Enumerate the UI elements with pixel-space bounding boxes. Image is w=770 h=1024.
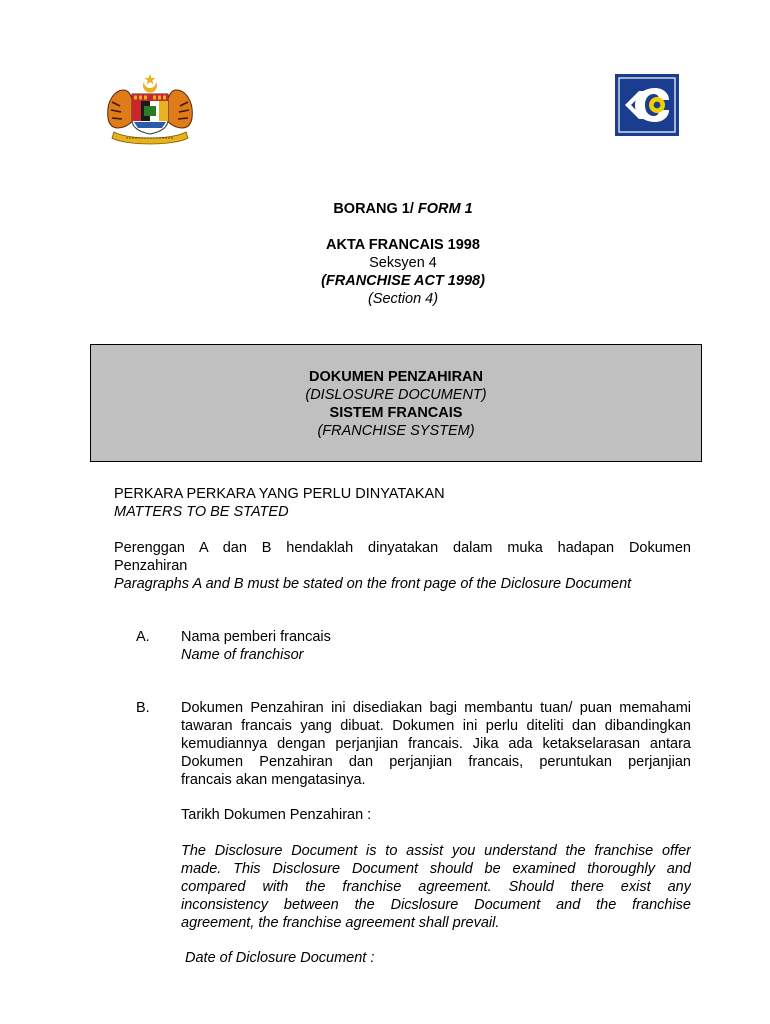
- paragraph-line-en: made. This Disclosure Document should be examined thoroughly and: [181, 861, 691, 877]
- franchisor-name-label: Nama pemberi francais: [181, 629, 331, 645]
- intro-en: Paragraphs A and B must be stated on the front page of the Diclosure Document: [114, 576, 632, 592]
- commission-logo-emblem: [615, 74, 679, 136]
- act-title: AKTA FRANCAIS 1998: [326, 237, 480, 253]
- intro-line-1: Perenggan A dan B hendaklah dinyatakan dalam muka hadapan Dokumen: [114, 540, 691, 556]
- form-label-en: FORM 1: [417, 201, 473, 217]
- box-subtitle: SISTEM FRANCAIS: [329, 405, 463, 421]
- franchisor-name-label-en: Name of franchisor: [181, 647, 304, 663]
- item-b-paragraph: [181, 699, 691, 789]
- item-b-paragraph-en: [181, 842, 691, 932]
- item-a-letter: A.: [136, 629, 150, 645]
- section-label-en: (Section 4): [367, 291, 439, 307]
- paragraph-line-en: The Disclosure Document is to assist you understand the franchise offer: [181, 843, 691, 859]
- paragraph-line: kemudiannya dengan perjanjian francais. Jika ada ketakselarasan antara: [181, 736, 691, 752]
- paragraph-line-en: agreement, the franchise agreement shall prevail.: [181, 915, 500, 931]
- paragraph-line: Dokumen Penzahiran dan perjanjian francais, peruntukan perjanjian: [181, 754, 691, 770]
- disclosure-date-label-en: Date of Diclosure Document :: [185, 950, 375, 966]
- disclosure-date-label: Tarikh Dokumen Penzahiran :: [181, 807, 372, 823]
- paragraph-line: tawaran francais yang dibuat. Dokumen ini perlu diteliti dan dibandingkan: [181, 718, 691, 734]
- form-title: [0, 200, 770, 218]
- paragraph-line: francais akan mengatasinya.: [181, 772, 366, 788]
- paragraph-line: Dokumen Penzahiran ini disediakan bagi membantu tuan/ puan memahami: [181, 700, 691, 716]
- paragraph-line-en: inconsistency between the Dicslosure Document and the franchise: [181, 897, 691, 913]
- section-label: Seksyen 4: [369, 255, 437, 271]
- intro-line-2: Penzahiran: [114, 558, 188, 574]
- box-subtitle-en: (FRANCHISE SYSTEM): [317, 423, 475, 439]
- paragraph-line-en: compared with the franchise agreement. Should there exist any: [181, 879, 691, 895]
- malaysia-coat-of-arms-emblem: [104, 72, 196, 148]
- act-title-en: (FRANCHISE ACT 1998): [321, 273, 485, 289]
- matters-heading: PERKARA PERKARA YANG PERLU DINYATAKAN: [114, 486, 445, 502]
- box-title: DOKUMEN PENZAHIRAN: [309, 369, 483, 385]
- item-b-letter: B.: [136, 700, 150, 716]
- form-label: BORANG 1/: [333, 201, 418, 217]
- matters-heading-en: MATTERS TO BE STATED: [114, 504, 289, 520]
- box-title-en: (DISLOSURE DOCUMENT): [305, 387, 487, 403]
